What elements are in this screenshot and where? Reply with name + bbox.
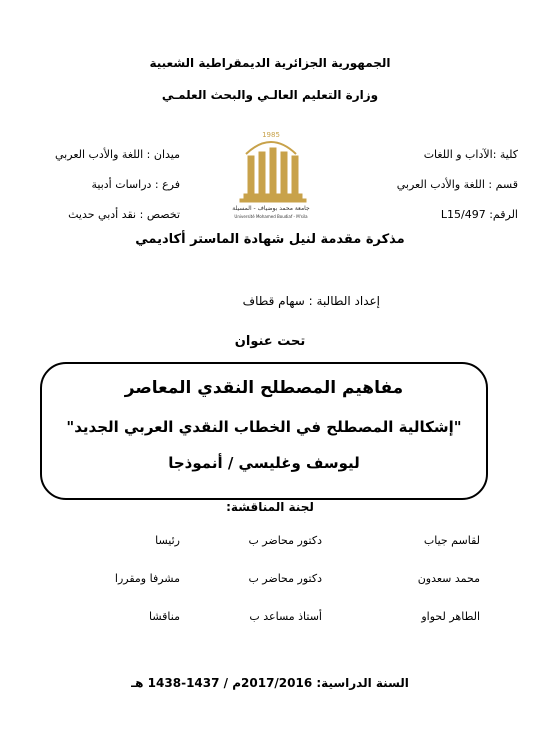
academic-year: السنة الدراسية: 2017/2016م / 1437-1438 هـ [131,676,409,690]
committee-member-name: الطاهر لحواو [421,610,480,623]
memo-title: مذكرة مقدمة لنيل شهادة الماستر أكاديمي [135,232,405,247]
department-label: قسم : اللغة والأدب العربي [396,178,518,191]
committee-member-rank: دكتور محاضر ب [248,534,322,547]
reference-number: الرقم: L15/497 [440,208,518,221]
committee-heading: لجنة المناقشة: [226,500,314,514]
under-title-label: تحت عنوان [234,334,306,349]
committee-member-name: لقاسم جياب [423,534,480,547]
thesis-main-title: مفاهيم المصطلح النقدي المعاصر [124,378,404,398]
thesis-subtitle: "إشكالية المصطلح في الخطاب النقدي العربي الجديد" [66,418,462,436]
student-name: إعداد الطالبة : سهام قطاف [242,294,380,308]
ministry-title: وزارة التعليم العالـي والبحث العلمـي [161,88,379,102]
committee-member-role: مشرفا ومقررا [114,572,180,585]
logo-name-ar: جامعة محمد بوضياف - المسيلة [232,205,310,212]
university-logo [216,122,326,220]
field-label: ميدان : اللغة والأدب العربي [55,148,180,161]
branch-label: فرع : دراسات أدبية [91,178,180,191]
committee-member-rank: أستاذ مساعد ب [249,610,322,623]
committee-member-name: محمد سعدون [417,572,480,585]
faculty-label: كلية :الآداب و اللغات [423,148,518,161]
logo-name-fr: Université Mohamed Boudiaf - M'sila [234,214,308,219]
committee-member-rank: دكتور محاضر ب [248,572,322,585]
specialty-label: تخصص : نقد أدبي حديث [68,208,180,221]
thesis-author-line: ليوسف وغليسي / أنموذجا [168,454,360,472]
logo-year: 1985 [262,131,280,139]
committee-member-role: مناقشا [149,610,180,623]
university-seal-icon [216,122,326,220]
republic-title: الجمهورية الجزائرية الديمقراطية الشعبية [149,56,391,70]
committee-member-role: رئيسا [155,534,180,547]
